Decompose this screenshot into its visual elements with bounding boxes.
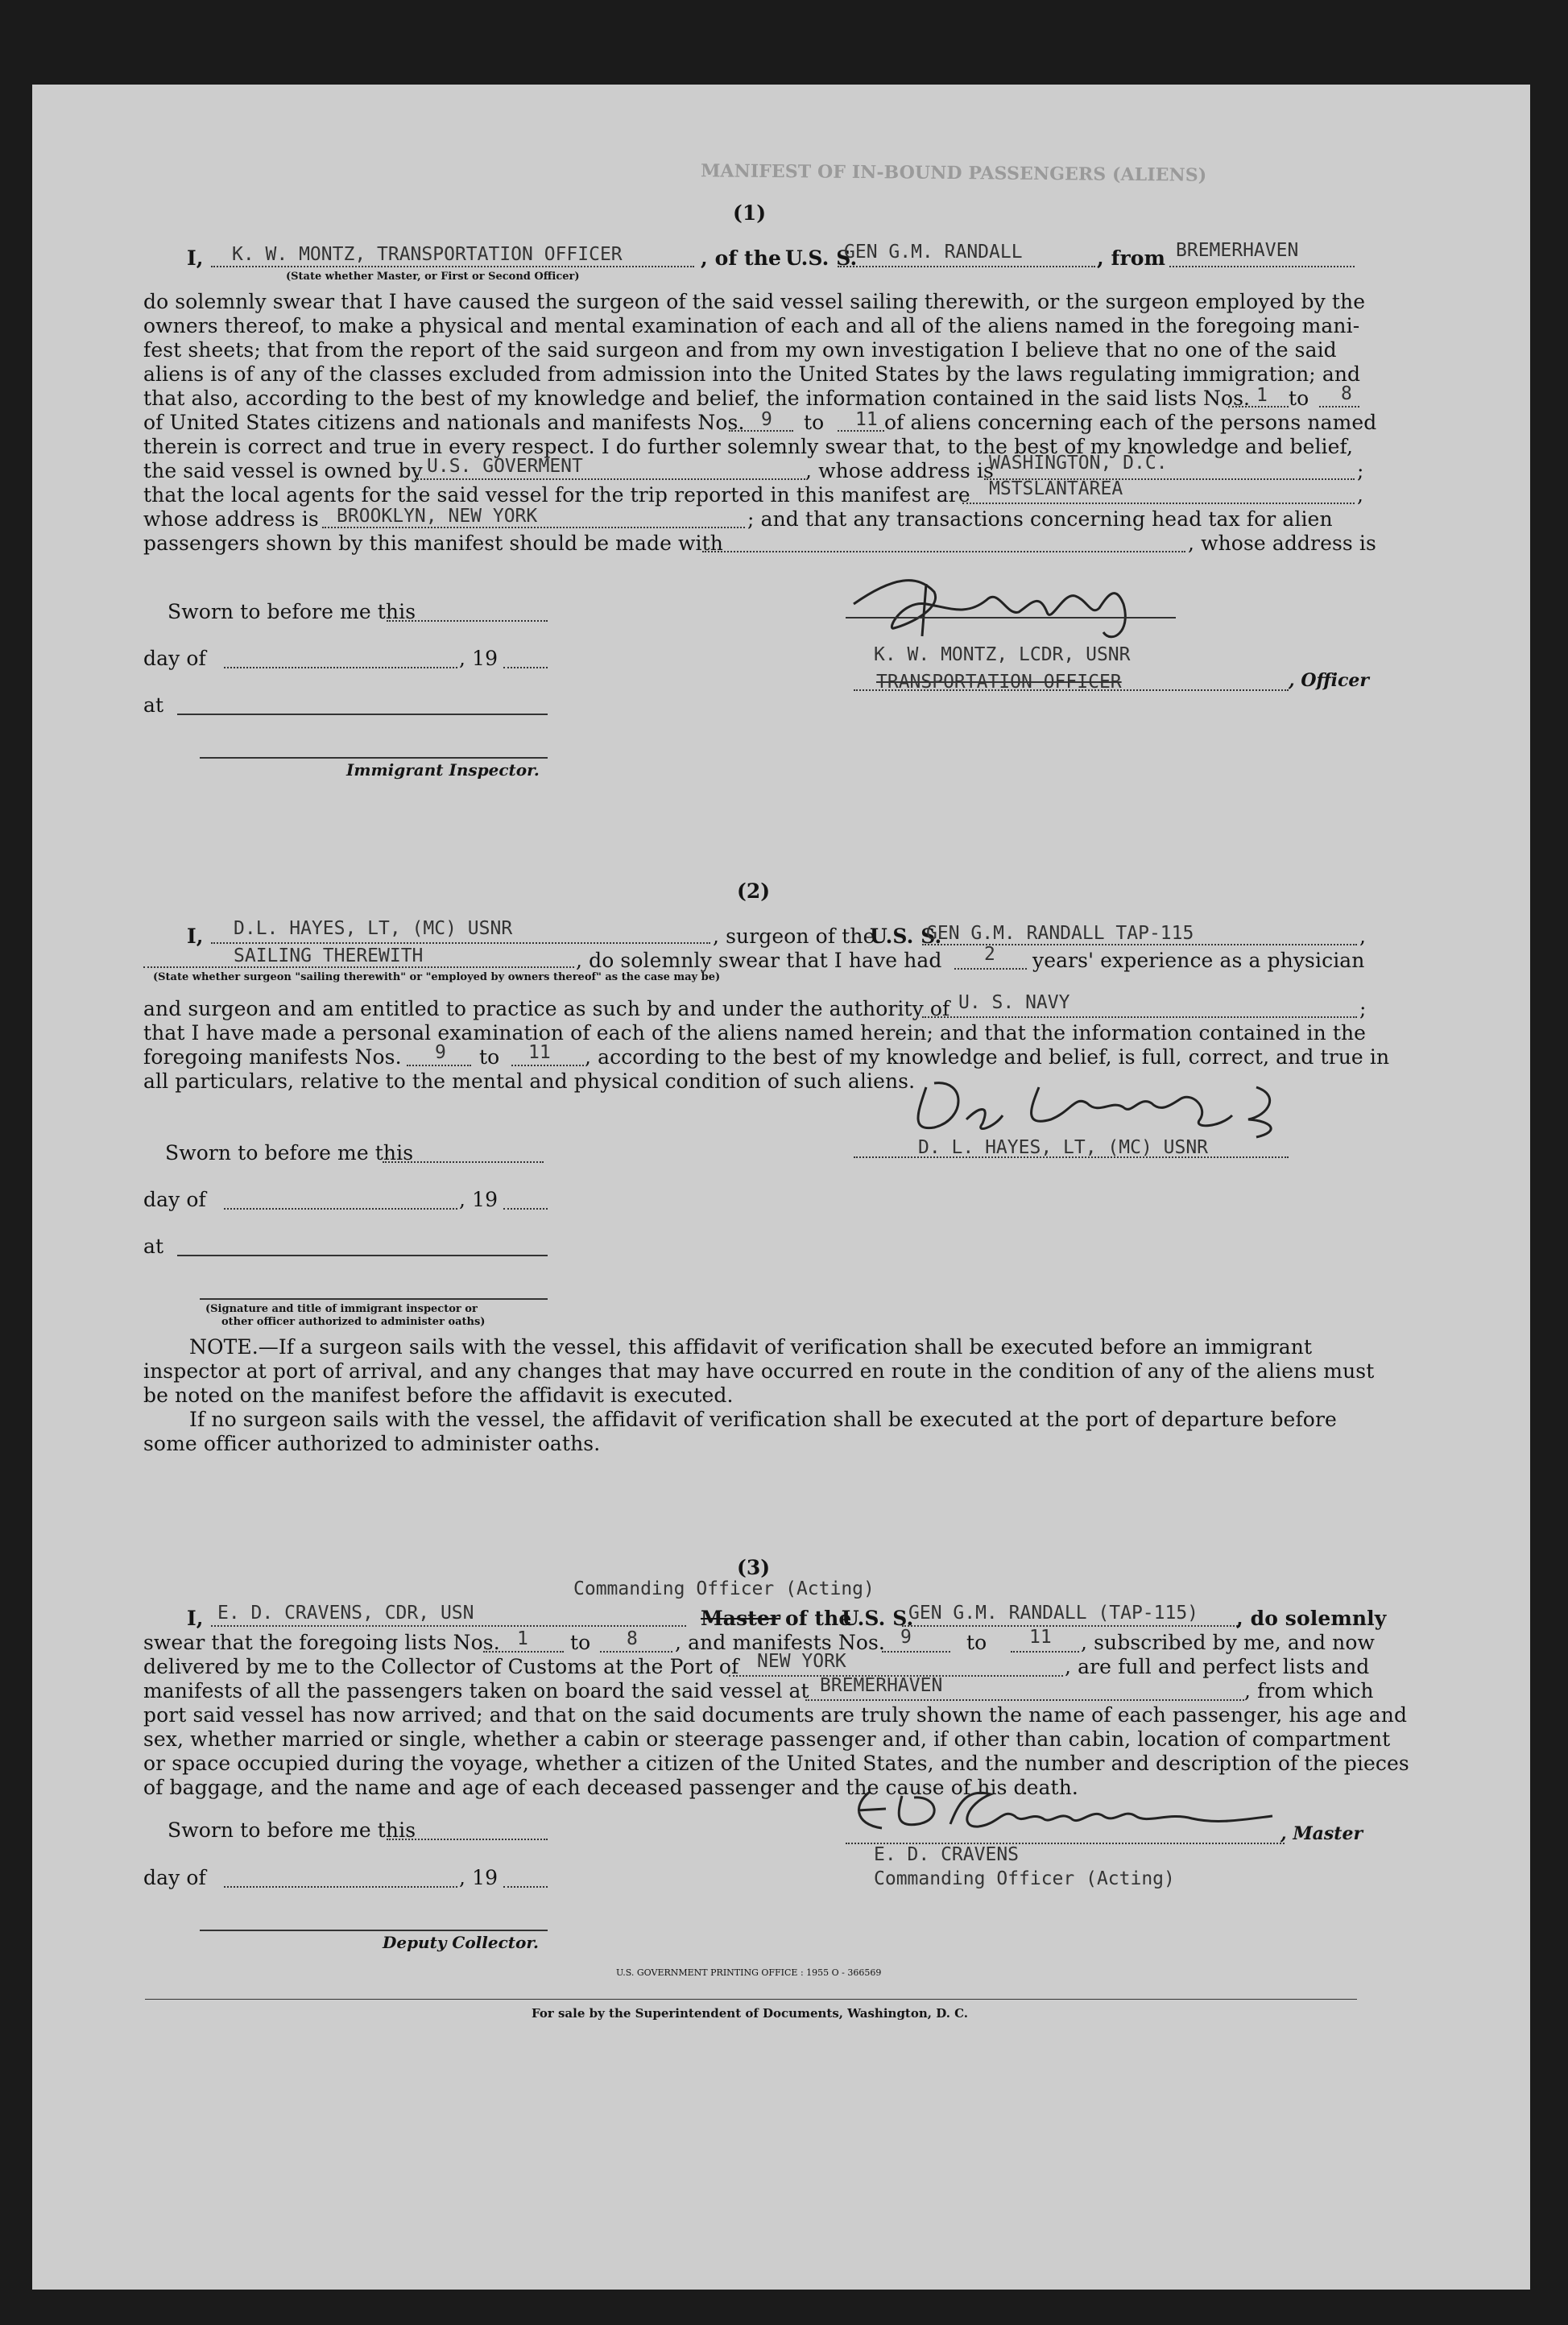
- s3-i: I,: [187, 1607, 204, 1630]
- s1-list-from: 1: [1256, 385, 1268, 406]
- s1-officer-name: K. W. MONTZ, TRANSPORTATION OFFICER: [232, 244, 623, 265]
- s1-agent: MSTSLANTAREA: [989, 478, 1123, 499]
- s2-line-1c: years' experience as a physician: [1032, 949, 1365, 972]
- s2-nineteen: , 19: [459, 1188, 499, 1211]
- s1-line-10b: ; and that any transactions concerning head tax for alien: [747, 507, 1333, 531]
- s2-caption: (State whether surgeon "sailing therewith" or "employed by owners thereof" as the case may be): [153, 971, 721, 983]
- s3-list-from: 1: [517, 1628, 528, 1649]
- s1-at: at: [143, 693, 164, 717]
- s3-board-port: BREMERHAVEN: [820, 1675, 943, 1696]
- s2-man-from: 9: [435, 1042, 446, 1063]
- s3-list-to: 8: [627, 1628, 638, 1649]
- s1-nineteen: , 19: [459, 647, 499, 670]
- s2-years: 2: [984, 944, 995, 965]
- s1-day-of: day of: [143, 647, 206, 670]
- s1-line-11b: , whose address is: [1188, 532, 1376, 555]
- s1-line-9a: that the local agents for the said vessel for the trip reported in this manifest are: [143, 483, 970, 507]
- s3-sworn: Sworn to before me this: [168, 1818, 416, 1842]
- s1-line-8b: , whose address is: [805, 459, 994, 482]
- s1-us: U.S. S.: [785, 246, 858, 270]
- note-line-2: inspector at port of arrival, and any changes that may have occurred en route in the condition of any of the aliens must: [143, 1359, 1375, 1383]
- s1-i: I,: [187, 246, 204, 270]
- s3-of-the: of the: [785, 1607, 852, 1630]
- s2-man-to: 11: [528, 1042, 551, 1063]
- s1-line-3: fest sheets; that from the report of the said surgeon and from my own investigation I believe that no one of the said: [143, 338, 1337, 362]
- s1-signer-title: TRANSPORTATION OFFICER: [876, 672, 1122, 693]
- s2-sig-caption-1: (Signature and title of immigrant inspector or: [205, 1303, 478, 1315]
- s1-to-1: to: [1289, 387, 1309, 410]
- s1-man-to: 11: [855, 409, 878, 430]
- s3-line-3a: delivered by me to the Collector of Customs at the Port of: [143, 1655, 739, 1678]
- s3-line-3b: , are full and perfect lists and: [1065, 1655, 1370, 1678]
- s2-to: to: [479, 1045, 500, 1069]
- s1-sworn: Sworn to before me this: [168, 600, 416, 623]
- s3-acting: Commanding Officer (Acting): [573, 1578, 875, 1599]
- s3-day-of: day of: [143, 1866, 206, 1889]
- s3-solemnly: , do solemnly: [1236, 1607, 1387, 1630]
- s2-us: U.S. S.: [870, 925, 942, 948]
- note-line-5: some officer authorized to administer oaths.: [143, 1432, 601, 1455]
- s1-line-2: owners thereof, to make a physical and mental examination of each and all of the aliens named in the foregoing mani-: [143, 314, 1360, 337]
- s3-deputy-label: Deputy Collector.: [383, 1933, 540, 1952]
- s1-inspector-label: Immigrant Inspector.: [346, 760, 540, 780]
- s2-line-4b: , according to the best of my knowledge and belief, is full, correct, and true in: [585, 1045, 1390, 1069]
- s1-officer-label: , Officer: [1289, 670, 1370, 691]
- s1-vessel: GEN G.M. RANDALL: [844, 242, 1023, 263]
- s3-line-7: or space occupied during the voyage, whether a citizen of the United States, and the number and description of the pieces: [143, 1752, 1409, 1775]
- s2-line-4a: foregoing manifests Nos.: [143, 1045, 402, 1069]
- s1-list-to: 8: [1341, 383, 1352, 404]
- s3-line-5: port said vessel has now arrived; and that on the said documents are truly shown the name of each passenger, his age and: [143, 1703, 1408, 1727]
- s3-signer-title: Commanding Officer (Acting): [874, 1868, 1175, 1889]
- s2-surgeon-of: , surgeon of the: [713, 925, 875, 948]
- s2-sworn: Sworn to before me this: [165, 1141, 414, 1165]
- s2-sailing: SAILING THEREWITH: [234, 945, 424, 966]
- footer-sale: For sale by the Superintendent of Documents, Washington, D. C.: [532, 2006, 969, 2021]
- hayes-signature: [902, 1071, 1305, 1144]
- s3-master-word: Master: [701, 1607, 781, 1630]
- s3-line-2a: swear that the foregoing lists Nos.: [143, 1631, 500, 1654]
- s3-nineteen: , 19: [459, 1866, 499, 1889]
- s3-line-4a: manifests of all the passengers taken on board the said vessel at: [143, 1679, 809, 1702]
- s2-surgeon-name: D.L. HAYES, LT, (MC) USNR: [234, 918, 513, 939]
- s2-line-3: that I have made a personal examination of each of the aliens named herein; and that the information contained in the: [143, 1021, 1367, 1045]
- footer-gpo: U.S. GOVERNMENT PRINTING OFFICE : 1955 O - 366569: [616, 1967, 882, 1978]
- s1-line-1: do solemnly swear that I have caused the surgeon of the said vessel sailing therewith, or the surgeon employed by the: [143, 290, 1366, 313]
- section-1-number: (1): [733, 201, 767, 225]
- s1-line-4: aliens is of any of the classes excluded from admission into the United States by the laws regulating immigration; and: [143, 362, 1361, 386]
- section-2-number: (2): [737, 879, 771, 903]
- s1-line-7: therein is correct and true in every respect. I do further solemnly swear that, to the best of my knowledge and belief,: [143, 435, 1354, 458]
- s3-line-4b: , from which: [1244, 1679, 1374, 1702]
- s3-vessel: GEN G.M. RANDALL (TAP-115): [908, 1603, 1199, 1624]
- s2-line-1b: , do solemnly swear that I have had: [576, 949, 942, 972]
- s1-line-6b: of aliens concerning each of the persons named: [884, 411, 1377, 434]
- s2-signer-name: D. L. HAYES, LT, (MC) USNR: [918, 1137, 1209, 1158]
- s2-vessel: GEN G.M. RANDALL TAP-115: [926, 923, 1194, 944]
- s2-line-2a: and surgeon and am entitled to practice as such by and under the authority of: [143, 997, 950, 1020]
- s1-to-2: to: [804, 411, 825, 434]
- s1-line-8a: the said vessel is owned by: [143, 459, 423, 482]
- s1-line-10a: whose address is: [143, 507, 319, 531]
- s2-day-of: day of: [143, 1188, 206, 1211]
- s3-man-to: 11: [1029, 1627, 1052, 1648]
- s1-man-from: 9: [761, 409, 772, 430]
- note-line-1: NOTE.—If a surgeon sails with the vessel, this affidavit of verification shall be executed before an immigrant: [189, 1335, 1313, 1359]
- s1-agent-address: BROOKLYN, NEW YORK: [337, 506, 538, 527]
- s1-line-11a: passengers shown by this manifest should be made with: [143, 532, 723, 555]
- s3-line-2b: , and manifests Nos.: [675, 1631, 885, 1654]
- cravens-signature: [838, 1780, 1289, 1844]
- s3-master-name: E. D. CRAVENS, CDR, USN: [217, 1603, 474, 1624]
- s3-man-from: 9: [900, 1627, 912, 1648]
- section-3-number: (3): [737, 1556, 771, 1579]
- s1-signer-name: K. W. MONTZ, LCDR, USNR: [874, 644, 1131, 665]
- s1-from: , from: [1097, 246, 1166, 270]
- s1-line-6a: of United States citizens and nationals and manifests Nos.: [143, 411, 745, 434]
- s2-line-5: all particulars, relative to the mental and physical condition of such aliens.: [143, 1069, 916, 1093]
- s2-at: at: [143, 1235, 164, 1258]
- s3-line-6: sex, whether married or single, whether a cabin or steerage passenger and, if other than cabin, location of compartment: [143, 1727, 1391, 1751]
- s1-owner-address: WASHINGTON, D.C.: [989, 453, 1168, 474]
- s2-i: I,: [187, 925, 204, 948]
- s3-to-2: to: [966, 1631, 987, 1654]
- s1-of-the: , of the: [701, 246, 781, 270]
- faded-header: MANIFEST OF IN-BOUND PASSENGERS (ALIENS): [700, 160, 1207, 186]
- s3-signer-name: E. D. CRAVENS: [874, 1844, 1020, 1865]
- s3-line-8: of baggage, and the name and age of each deceased passenger and the cause of his death.: [143, 1776, 1078, 1799]
- note-line-3: be noted on the manifest before the affidavit is executed.: [143, 1384, 734, 1407]
- s1-line-5: that also, according to the best of my knowledge and belief, the information contained in the said lists Nos.: [143, 387, 1251, 410]
- s2-authority: U. S. NAVY: [958, 992, 1070, 1013]
- s1-owner: U.S. GOVERMENT: [427, 456, 583, 477]
- montz-signature: [846, 568, 1184, 656]
- s2-sig-caption-2: other officer authorized to administer oaths): [221, 1316, 486, 1328]
- s1-officer-caption: (State whether Master, or First or Second Officer): [286, 271, 580, 283]
- s3-us: U.S. S.: [842, 1607, 914, 1630]
- s3-line-2c: , subscribed by me, and now: [1081, 1631, 1376, 1654]
- s3-master-label: , Master: [1280, 1823, 1363, 1844]
- s3-to-1: to: [570, 1631, 591, 1654]
- s1-port: BREMERHAVEN: [1176, 240, 1299, 261]
- note-line-4: If no surgeon sails with the vessel, the affidavit of verification shall be executed at the port of departure before: [189, 1408, 1337, 1431]
- s3-port: NEW YORK: [757, 1651, 846, 1672]
